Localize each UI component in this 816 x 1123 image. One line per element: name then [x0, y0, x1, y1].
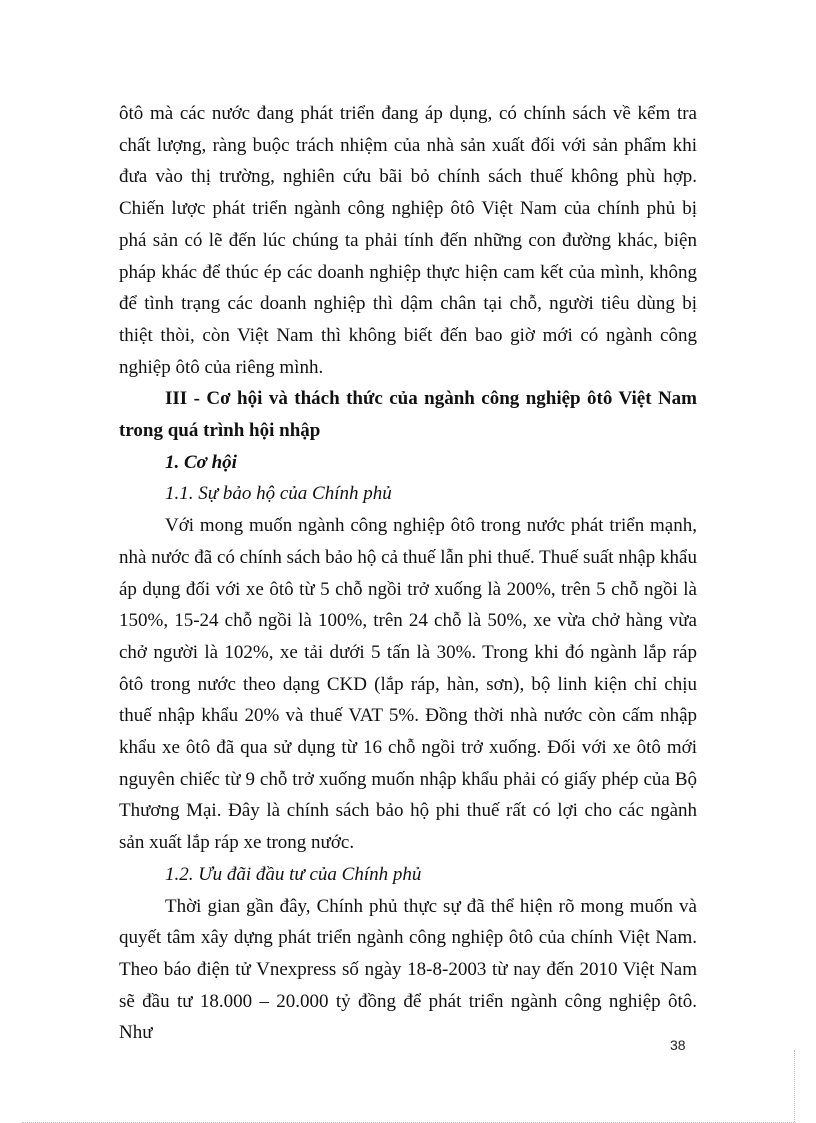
subheading-opportunities: 1. Cơ hội — [165, 451, 237, 473]
subheading-investment-incentives: 1.2. Ưu đãi đầu tư của Chính phủ — [165, 863, 422, 885]
subheading-government-protection: 1.1. Sự bảo hộ của Chính phủ — [165, 483, 392, 505]
paragraph-investment-incentives: Thời gian gần đây, Chính phủ thực sự đã thể hiện rõ mong muốn và quyết tâm xây dựng phát triển ngành công nghiệp ôtô của chính Việt Nam. Theo báo điện tử Vnexpress số ngày 18-8-2003 từ nay đến 2010 Việt Nam sẽ đầu tư 18.000 – 20.000 tỷ đồng để phát triển ngành công nghiệp ôtô. Như — [119, 895, 697, 1044]
body-text — [119, 98, 697, 1049]
paragraph-continuation: ôtô mà các nước đang phát triển đang áp dụng, có chính sách về kểm tra chất lượng, ràng buộc trách nhiệm của nhà sản xuất đối với sản phẩm khi đưa vào thị trường, nghiên cứu bãi bỏ chính sách thuế không phù hợp. Chiến lược phát triển ngành công nghiệp ôtô Việt Nam của chính phủ bị phá sản có lẽ đến lúc chúng ta phải tính đến những con đường khác, biện pháp khác để thúc ép các doanh nghiệp thực hiện cam kết của mình, không để tình trạng các doanh nghiệp thì dậm chân tại chỗ, người tiêu dùng bị thiệt thòi, còn Việt Nam thì không biết đến bao giờ mới có ngành công nghiệp ôtô của riêng mình. — [119, 103, 697, 378]
right-margin-divider — [794, 1050, 795, 1122]
paragraph-government-protection: Với mong muốn ngành công nghiệp ôtô trong nước phát triển mạnh, nhà nước đã có chính sách bảo hộ cả thuế lẫn phi thuế. Thuế suất nhập khẩu áp dụng đối với xe ôtô từ 5 chỗ ngồi trở xuống là 200%, trên 5 chỗ ngồi là 150%, 15-24 chỗ ngồi là 100%, trên 24 chỗ là 50%, xe vừa chở hàng vừa chở người là 102%, xe tải dưới 5 tấn là 30%. Trong khi đó ngành lắp ráp ôtô trong nước theo dạng CKD (lắp ráp, hàn, sơn), bộ linh kiện chỉ chịu thuế nhập khẩu 20% và thuế VAT 5%. Đồng thời nhà nước còn cấm nhập khẩu xe ôtô đã qua sử dụng từ 16 chỗ ngồi trở xuống. Đối với xe ôtô mới nguyên chiếc từ 9 chỗ trở xuống muốn nhập khẩu phải có giấy phép của Bộ Thương Mại. Đây là chính sách bảo hộ phi thuế rất có lợi cho các ngành sản xuất lắp ráp xe trong nước. — [119, 515, 697, 854]
page-number: 38 — [670, 1037, 686, 1053]
section-heading: III - Cơ hội và thách thức của ngành công nghiệp ôtô Việt Nam trong quá trình hội nhập — [119, 388, 697, 442]
